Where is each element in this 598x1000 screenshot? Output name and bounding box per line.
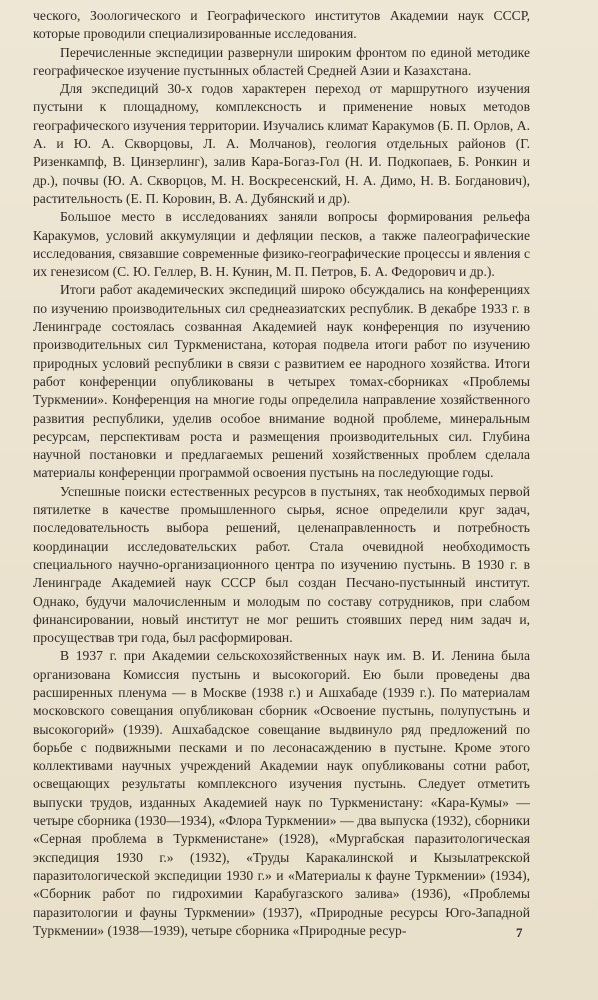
paragraph-relief-formation: Большое место в исследованиях заняли вопросы формирования рельефа Каракумов, условий аккумуляции и дефляции песков, а также палеографические исследования, связавшие современные физико-географические процессы и явления с их генезисом (С. Ю. Геллер, В. Н. Кунин, М. П. Петров, Б. А. Федорович и др.). bbox=[33, 209, 530, 280]
paragraph-conferences: Итоги работ академических экспедиций широко обсуждались на конференциях по изучению производительных сил среднеазиатских республик. В декабре 1933 г. в Ленинграде состоялась созванная Академией наук конференция по изучению производительных сил Туркменистана, которая подвела итоги работ по изучению природных условий республики в связи с развитием ее народного хозяйства. Итоги работ конференции опубликованы в четырех томах-сборниках «Проблемы Туркмении». Конференция на многие годы определила направление хозяйственного развития республики, уделив особое внимание водной проблеме, минеральным ресурсам, перспективам роста и размещения производительных сил. Глубина научной постановки и предлагаемых решений хозяйственных проблем сделала материалы конференции программой освоения пустынь на последующие годы. bbox=[33, 282, 530, 481]
paragraph-continuation: ческого, Зоологического и Географического институтов Академии наук СССР, которые проводили специализированные исследования. bbox=[33, 8, 530, 42]
paragraph-sand-desert-institute: Успешные поиски естественных ресурсов в пустынях, так необходимых первой пятилетке в качестве промышленного сырья, ясное определили круг задач, последовательность выбора решений, целенаправленность и потребность координации исследовательских работ. Стала очевидной необходимость специального научно-организационного центра по изучению пустынь. В 1930 г. в Ленинграде Академией наук СССР был создан Песчано-пустынный институт. Однако, будучи малочисленным и молодым по составу сотрудников, при слабом финансировании, новый институт не мог решить стоявших перед ним задач и, просуществав три года, был расформирован. bbox=[33, 483, 530, 646]
paragraph-expeditions-method: Перечисленные экспедиции развернули широким фронтом по единой методике географическое изучение пустынных областей Средней Азии и Казахстана. bbox=[33, 44, 530, 78]
body-text bbox=[33, 7, 530, 940]
page-number: 7 bbox=[516, 925, 523, 940]
paragraph-1930s-expeditions: Для экспедиций 30-х годов характерен переход от маршрутного изучения пустыни к площадному, комплексность и применение новых методов географического изучения территории. Изучались климат Каракумов (Б. П. Орлов, А. А. и Ю. А. Скворцовы, Л. А. Молчанов), геология отдельных районов (Г. Ризенкампф, В. Цинзерлинг), залив Кара-Богаз-Гол (Н. И. Подкопаев, Б. Ронкин и др.), почвы (Ю. А. Скворцов, М. Н. Воскресенский, Н. А. Димо, Н. В. Богданович), растительность (Е. П. Коровин, В. А. Дубянский и др). bbox=[33, 81, 530, 206]
paragraph-commission-1937: В 1937 г. при Академии сельскохозяйственных наук им. В. И. Ленина была организована Комиссия пустынь и высокогорий. Ею были проведены два расширенных пленума — в Москве (1938 г.) и Ашхабаде (1939 г.). По материалам московского совещания опубликован сборник «Освоение пустынь, полупустынь и высокогорий» (1939). Ашхабадское совещание выдвинуло ряд предложений по борьбе с подвижными песками и по лесонасаждению в пустыне. Кроме этого коллективами научных учреждений Академии наук опубликованы сотни работ, освещающих результаты комплексного изучения пустынь. Следует отметить выпуски трудов, изданных Академией наук по Туркменистану: «Кара-Кумы» — четыре сборника (1930—1934), «Флора Туркмении» — два выпуска (1932), сборники «Серная проблема в Туркменистане» (1928), «Мургабская паразитологическая экспедиция 1930 г.» (1932), «Труды Каракалинской и Кызылатрекской паразитологической экспедиции 1930 г.» и «Материалы к фауне Туркмении» (1934), «Сборник работ по гидрохимии Карабугазского залива» (1936), «Проблемы паразитологии и фауны Туркмении» (1937), «Природные ресурсы Юго-Западной Туркмении» (1938—1939), четыре сборника «Природные ресур- bbox=[33, 648, 530, 938]
